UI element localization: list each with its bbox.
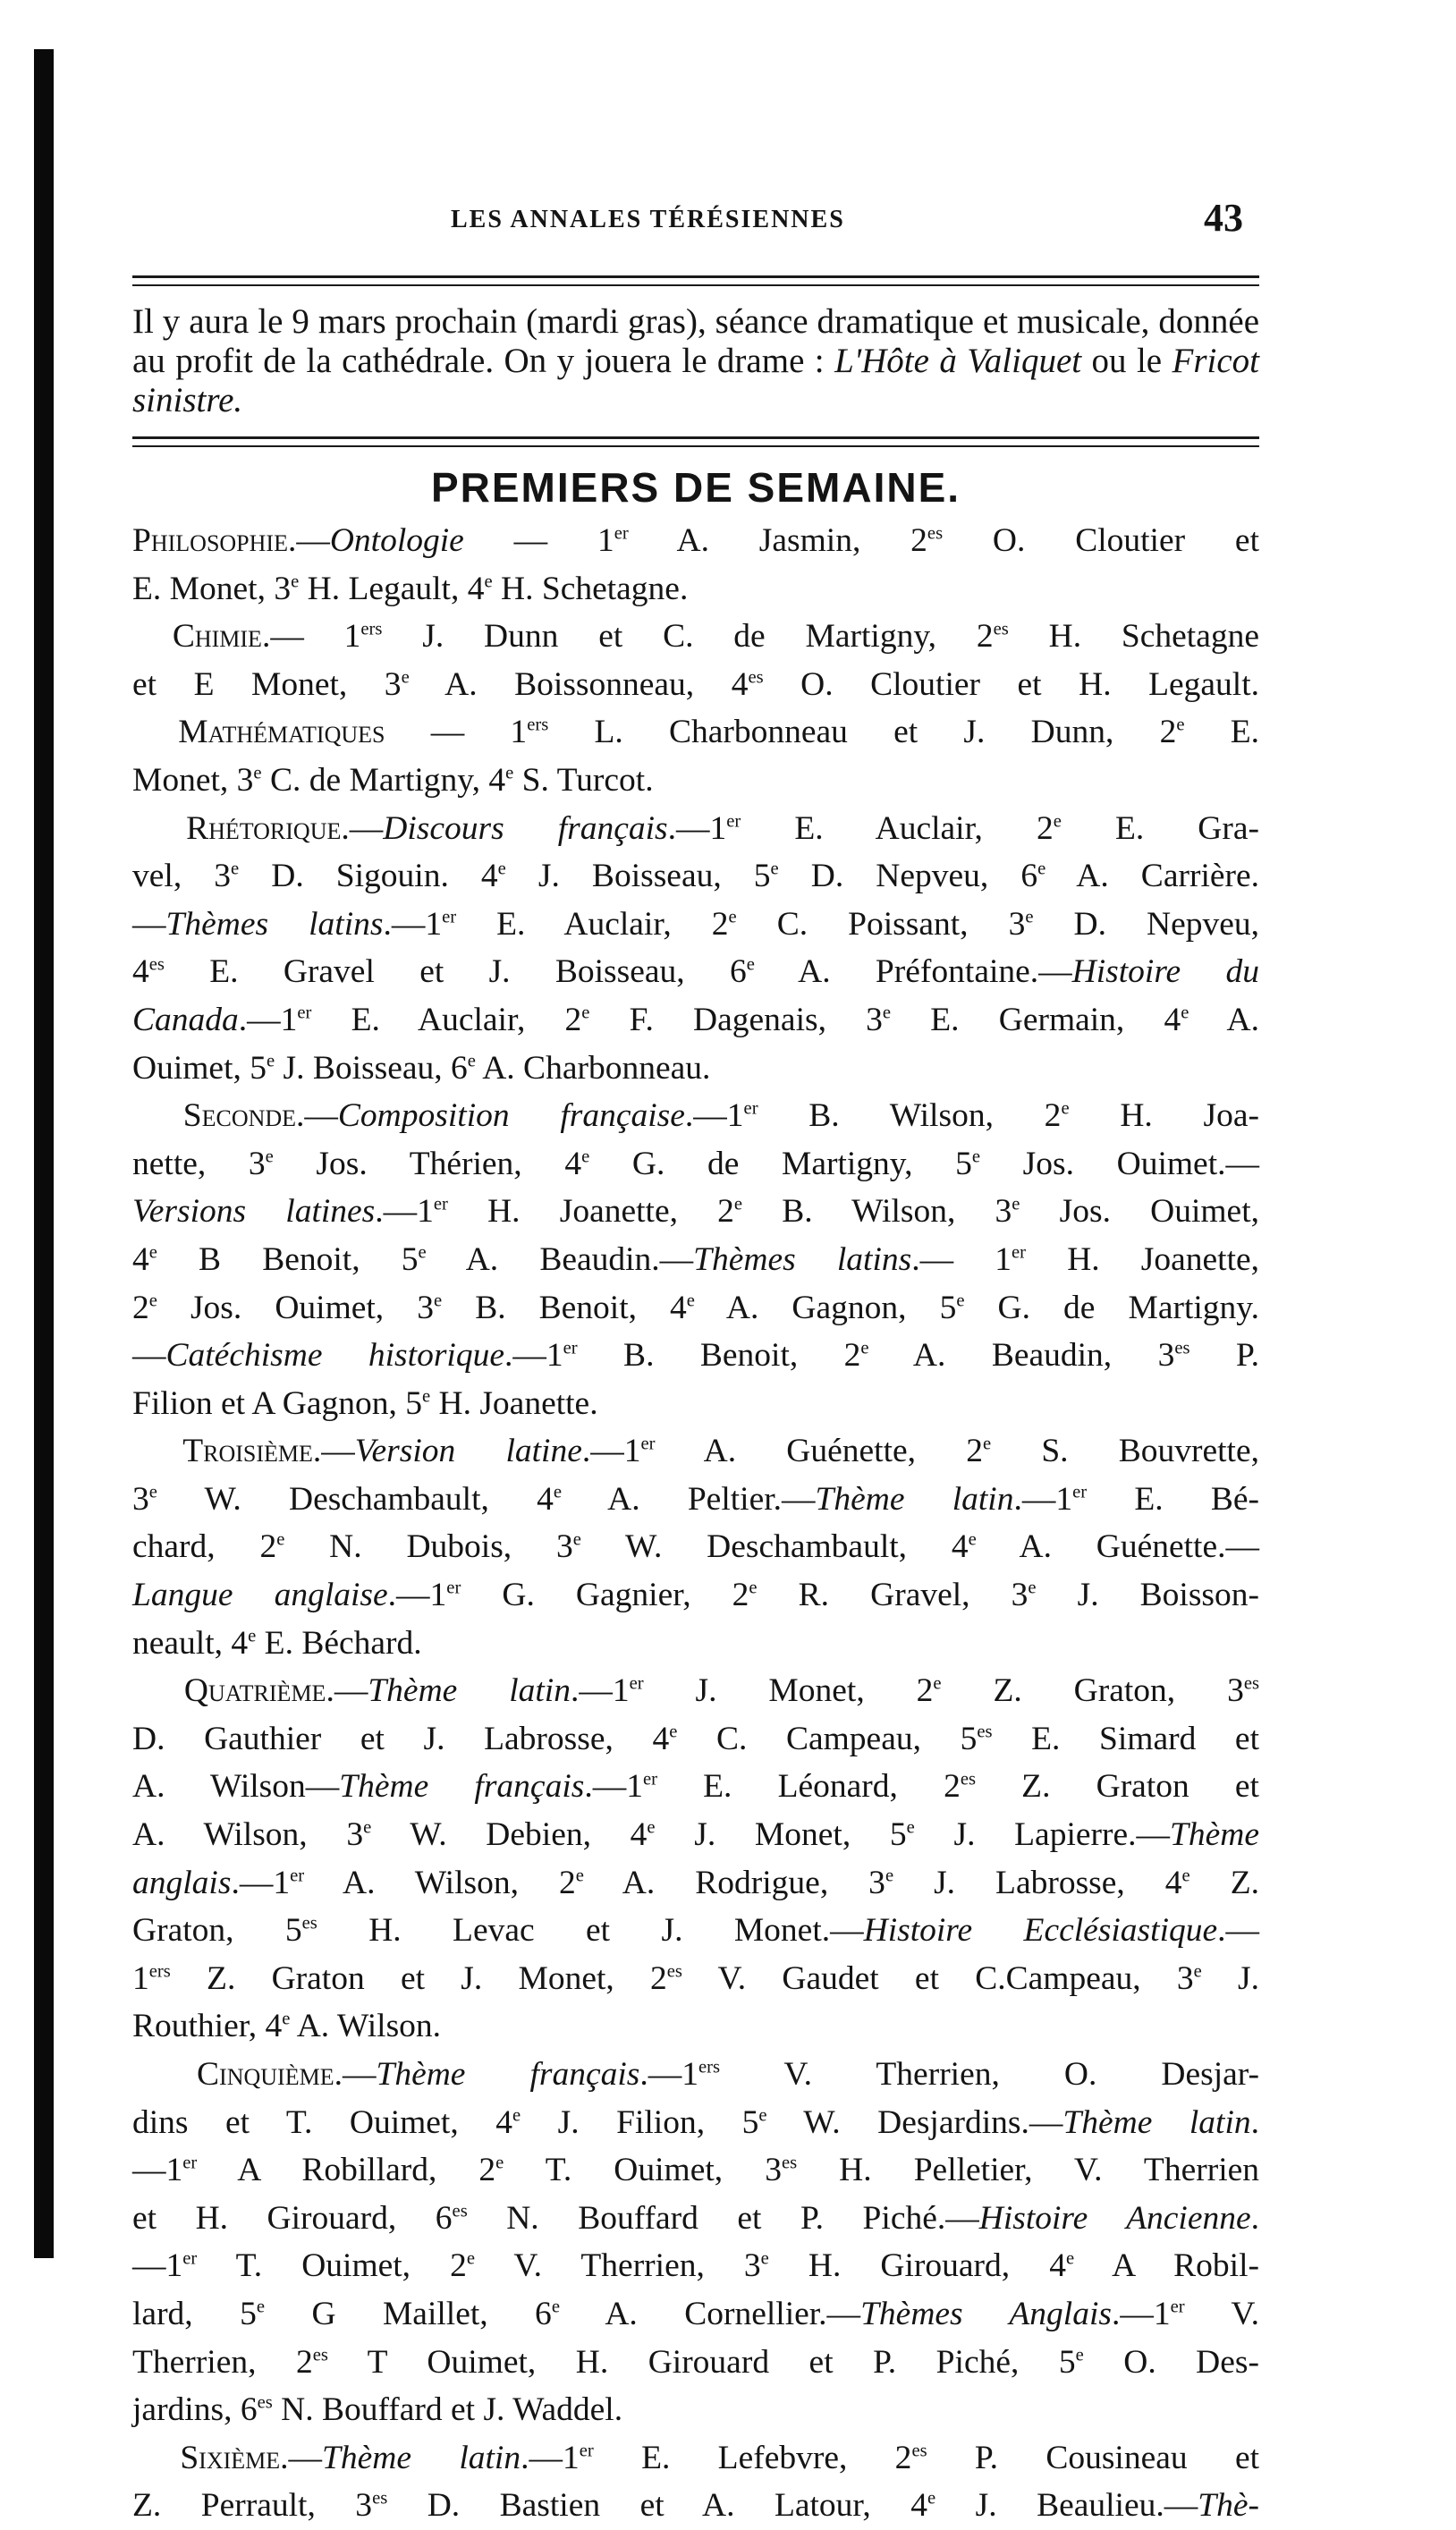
text-line: dins et T. Ouimet, 4e J. Filion, 5e W. Desjardins.—Thème latin. — [132, 2103, 1259, 2141]
text-line: Ouimet, 5e J. Boisseau, 6e A. Charbonneau. — [132, 1049, 711, 1087]
text-line: A. Wilson, 3e W. Debien, 4e J. Monet, 5e J. Lapierre.—Thème — [132, 1816, 1259, 1854]
text-line: Quatrième.—Thème latin.—1er J. Monet, 2e Z. Graton, $3^{es}$ — [183, 1672, 1260, 1710]
header-rule-bottom — [132, 284, 1259, 286]
text-line: Langue anglaise.—1er G. Gagnier, 2e R. Gravel, 3e J. Boisson- — [132, 1577, 1260, 1614]
text-line: 3e W. Deschambault, 4e A. Peltier.—Thème latin.—1er E. Bé- — [132, 1480, 1259, 1518]
text-line: et E Monet, 3e A. Boissonneau, $4^{es}$ O. Cloutier et H. Legault. — [132, 665, 1259, 703]
text-line: $4^{es}$ E. Gravel et J. Boisseau, 6e A. Préfontaine.—Histoire du — [132, 953, 1260, 991]
text-line: Filion et A Gagnon, 5e H. Joanette. — [132, 1384, 598, 1422]
text-line: Graton, $5^{es}$ H. Levac et J. Monet.—Histoire Ecclésiastique.— — [132, 1912, 1260, 1950]
text-line: Troisième.—Version latine.—1er A. Guénette, 2e S. Bouvrette, — [182, 1433, 1259, 1470]
text-line: Therrien, $2^{es}$ T Ouimet, H. Girouard et P. Piché, 5e O. Des- — [132, 2343, 1259, 2381]
announcement-connector: ou le — [1081, 342, 1172, 380]
text-line: Chimie.— 1ers J. Dunn et C. de Martigny, $2^{es}$ H. Schetagne — [172, 618, 1259, 656]
text-line: jardins, $6^{es}$ N. Bouffard et J. Waddel. — [132, 2391, 623, 2429]
text-line: Rhétorique.—Discours français.—1er E. Auclair, 2e E. Gra- — [186, 809, 1260, 847]
weekly-results-list — [132, 517, 1259, 2530]
text-line: Versions latines.—1er H. Joanette, 2e B. Wilson, 3e Jos. Ouimet, — [132, 1193, 1259, 1231]
section-rule-top — [132, 436, 1259, 439]
text-line: Philosophie.—Ontologie — 1er A. Jasmin, $2^{es}$ O. Cloutier et — [132, 522, 1259, 559]
section-title: PREMIERS DE SEMAINE. — [430, 464, 961, 511]
text-line: Cinquième.—Thème français.—1ers V. Therrien, O. Desjar- — [197, 2056, 1260, 2093]
announcement-paragraph — [132, 302, 1259, 420]
page-number: 43 — [1204, 196, 1243, 240]
text-line: vel, 3e D. Sigouin. 4e J. Boisseau, 5e D. Nepveu, 6e A. Carrière. — [132, 858, 1260, 895]
text-line: Routhier, 4e A. Wilson. — [132, 2008, 442, 2045]
text-line: 2e Jos. Ouimet, 3e B. Benoit, 4e A. Gagnon, 5e G. de Martigny. — [132, 1289, 1259, 1326]
header-rule-top — [132, 275, 1259, 278]
text-line: 4e B Benoit, 5e A. Beaudin.—Thèmes latins.— 1er H. Joanette, — [132, 1240, 1260, 1278]
text-line: —1er T. Ouimet, 2e V. Therrien, 3e H. Girouard, 4e A Robil- — [132, 2247, 1260, 2285]
text-line: —1er A Robillard, 2e T. Ouimet, $3^{es}$ H. Pelletier, V. Therrien — [132, 2152, 1260, 2189]
text-line: Seconde.—Composition française.—1er B. Wilson, 2e H. Joa- — [182, 1097, 1259, 1135]
text-line: Sixième.—Thème latin.—1er E. Lefebvre, $2^{es}$ P. Cousineau et — [180, 2439, 1260, 2476]
text-line: neault, 4e E. Béchard. — [132, 1624, 422, 1662]
play-alt-title: Fricot sinistre. — [132, 342, 1259, 419]
text-line: anglais.—1er A. Wilson, 2e A. Rodrigue, 3e J. Labrosse, 4e Z. — [132, 1864, 1259, 1901]
text-line: 1ers Z. Graton et J. Monet, $2^{es}$ V. Gaudet et C.Campeau, 3e J. — [132, 1959, 1259, 1997]
text-line: —Catéchisme historique.—1er B. Benoit, 2e A. Beaudin, $3^{es}$ P. — [132, 1337, 1260, 1375]
text-line: et H. Girouard, $6^{es}$ N. Bouffard et P. Piché.—Histoire Ancienne. — [132, 2199, 1259, 2237]
section-rule-bottom — [132, 445, 1259, 447]
text-line: D. Gauthier et J. Labrosse, 4e C. Campeau, $5^{es}$ E. Simard et — [132, 1720, 1259, 1757]
text-line: nette, 3e Jos. Thérien, 4e G. de Martigny, 5e Jos. Ouimet.— — [132, 1145, 1259, 1182]
page-spine-shadow — [34, 49, 54, 2258]
running-header — [132, 195, 1259, 249]
text-line: A. Wilson—Thème français.—1er E. Léonard, $2^{es}$ Z. Graton et — [132, 1768, 1259, 1806]
announcement-text: Il y aura le 9 mars prochain (mardi gras), séance dramatique et musicale, donnée au profit de la cathédrale. On y jouera le drame : — [132, 302, 1259, 380]
text-line: Canada.—1er E. Auclair, 2e F. Dagenais, 3e E. Germain, 4e A. — [132, 1001, 1259, 1038]
text-line: Mathématiques — 1ers L. Charbonneau et J. Dunn, 2e E. — [178, 714, 1259, 751]
text-line: Monet, 3e C. de Martigny, 4e S. Turcot. — [132, 761, 654, 799]
text-line: lard, 5e G Maillet, 6e A. Cornellier.—Thèmes Anglais.—1er V. — [132, 2295, 1259, 2332]
text-line: chard, 2e N. Dubois, 3e W. Deschambault, 4e A. Guénette.— — [132, 1528, 1259, 1566]
journal-title: LES ANNALES TÉRÉSIENNES — [451, 206, 845, 233]
text-line: Z. Perrault, $3^{es}$ D. Bastien et A. Latour, 4e J. Beaulieu.—Thè- — [132, 2487, 1259, 2525]
play-title: L'Hôte à Valiquet — [834, 342, 1082, 380]
text-line: —Thèmes latins.—1er E. Auclair, 2e C. Poissant, 3e D. Nepveu, — [132, 905, 1260, 943]
text-line: E. Monet, 3e H. Legault, 4e H. Schetagne. — [132, 570, 689, 607]
